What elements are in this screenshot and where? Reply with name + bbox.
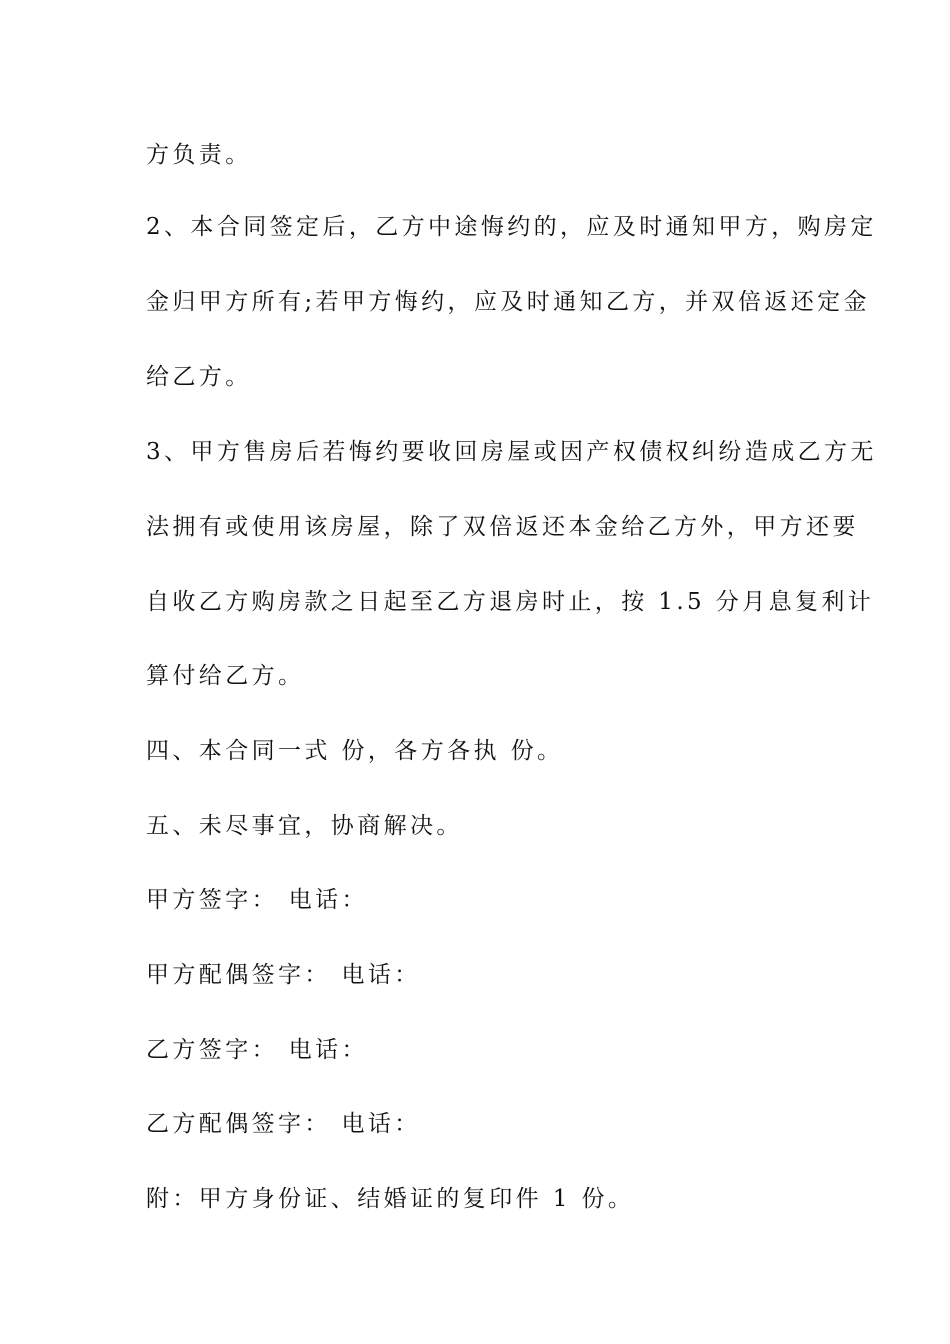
text-line: 3、甲方售房后若悔约要收回房屋或因产权债权纠纷造成乙方无 [146,439,877,465]
text-line: 方负责。 [146,142,252,168]
attachment-note: 附：甲方身份证、结婚证的复印件 1 份。 [146,1186,635,1212]
signature-line-party-a: 甲方签字： 电话： [146,887,368,913]
text-line: 金归甲方所有;若甲方悔约，应及时通知乙方，并双倍返还定金 [146,289,870,315]
text-line: 五、未尽事宜，协商解决。 [146,813,463,839]
text-line: 给乙方。 [146,364,252,390]
text-line: 算付给乙方。 [146,663,305,689]
text-line: 法拥有或使用该房屋，除了双倍返还本金给乙方外，甲方还要 [146,514,859,540]
text-line: 四、本合同一式 份，各方各执 份。 [146,738,564,764]
signature-line-party-b: 乙方签字： 电话： [146,1037,368,1063]
signature-line-party-a-spouse: 甲方配偶签字： 电话： [146,962,421,988]
text-line: 2、本合同签定后，乙方中途悔约的，应及时通知甲方，购房定 [146,214,877,240]
signature-line-party-b-spouse: 乙方配偶签字： 电话： [146,1111,421,1137]
text-line: 自收乙方购房款之日起至乙方退房时止，按 1.5 分月息复利计 [146,589,875,615]
